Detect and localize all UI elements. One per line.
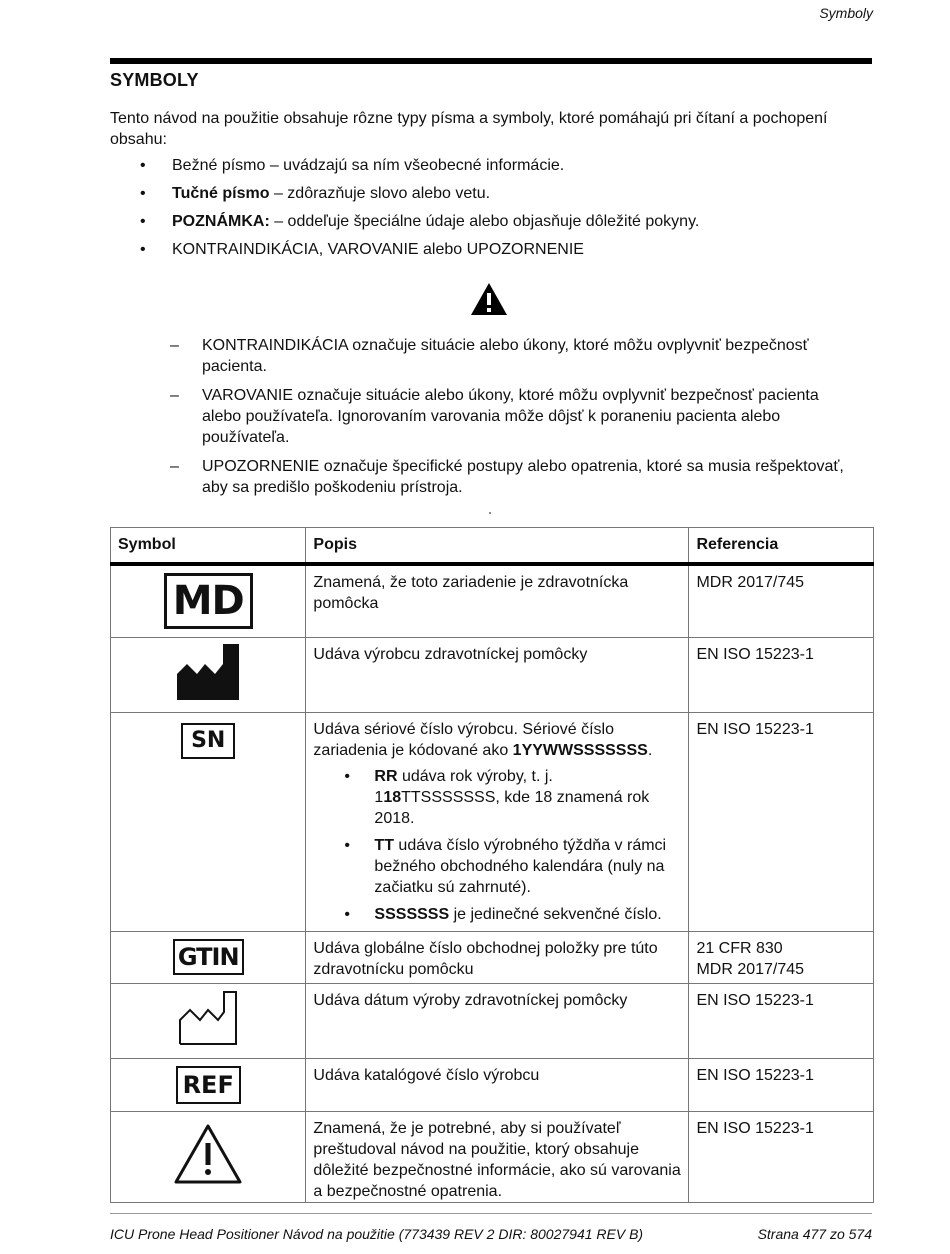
bullet-text: – zdôrazňuje slovo alebo vetu. <box>269 185 491 202</box>
caution-icon <box>173 1123 243 1185</box>
description-text: Udáva sériové číslo výrobcu. Sériové číslo zariadenia je kódované ako <box>313 720 614 759</box>
list-item <box>110 154 850 182</box>
page-title: SYMBOLY <box>110 70 199 90</box>
list-item <box>313 766 681 829</box>
reference-text: 21 CFR 830 <box>696 939 783 957</box>
list-item <box>313 904 681 925</box>
header-rule <box>110 58 872 64</box>
bullet-text: Bežné písmo – uvádzajú sa ním všeobecné informácie. <box>172 157 565 174</box>
bullet-list <box>110 154 850 266</box>
description-bold: 1YYWWSSSSSSS <box>512 741 648 759</box>
description-cell <box>306 712 689 931</box>
list-item: – KONTRAINDIKÁCIA označuje situácie alebo úkony, ktoré môžu ovplyvniť bezpečnosť pacienta. <box>170 335 860 377</box>
description-cell: Udáva katalógové číslo výrobcu <box>306 1058 689 1111</box>
description-cell: Znamená, že je potrebné, aby si používateľ preštudoval návod na použitie, ktorý obsahuje dôležité bezpečnostné informácie, ako sú varovania a bezpečnostné opatrenia. <box>306 1111 689 1202</box>
reference-cell <box>689 931 874 983</box>
sub-bold: RR <box>374 767 398 785</box>
md-icon: MD <box>164 573 253 629</box>
table-header-row <box>111 528 874 565</box>
symbol-cell <box>111 564 306 637</box>
warning-triangle-icon <box>470 282 508 316</box>
reference-text: MDR 2017/745 <box>696 960 805 978</box>
reference-cell: EN ISO 15223-1 <box>689 712 874 931</box>
sub-text: udáva číslo výrobného týždňa v rámci bežného obchodného kalendára (nuly na začiatku sú zahrnuté). <box>374 836 667 896</box>
intro-paragraph: Tento návod na použitie obsahuje rôzne typy písma a symboly, ktoré pomáhajú pri čítaní a pochopení obsahu: <box>110 110 828 148</box>
table-row <box>111 931 874 983</box>
sub-text: udáva rok výroby, t. j. 1 <box>374 767 553 806</box>
bullet-bold: POZNÁMKA: <box>172 213 270 230</box>
footer-document-title: ICU Prone Head Positioner Návod na použitie (773439 REV 2 DIR: 80027941 REV B) <box>110 1226 644 1242</box>
footer-rule <box>110 1213 872 1214</box>
sub-text: je jedinečné sekvenčné číslo. <box>449 905 662 923</box>
bullet-text: – oddeľuje špeciálne údaje alebo objasňuje dôležité pokyny. <box>269 213 700 230</box>
symbol-cell <box>111 637 306 712</box>
table-row <box>111 983 874 1058</box>
reference-cell: EN ISO 15223-1 <box>689 637 874 712</box>
column-header-reference: Referencia <box>689 528 874 565</box>
sub-bold: SSSSSSS <box>374 905 450 923</box>
sub-text: TTSSSSSSS, kde 18 znamená rok 2018. <box>374 788 650 827</box>
list-item <box>313 835 681 898</box>
bullet-bold: Tučné písmo <box>172 185 270 202</box>
reference-cell: MDR 2017/745 <box>689 564 874 637</box>
description-cell: Udáva výrobcu zdravotníckej pomôcky <box>306 637 689 712</box>
manufacturer-icon <box>177 644 239 700</box>
reference-cell: EN ISO 15223-1 <box>689 983 874 1058</box>
date-of-manufacture-icon <box>178 990 238 1046</box>
table-row <box>111 712 874 931</box>
dash-list <box>170 335 860 506</box>
symbol-table <box>110 527 874 1203</box>
footer-page-number: Strana 477 zo 574 <box>757 1226 872 1242</box>
description-cell: Znamená, že toto zariadenie je zdravotnícka pomôcka <box>306 564 689 637</box>
reference-cell: EN ISO 15223-1 <box>689 1058 874 1111</box>
sub-list <box>313 766 681 925</box>
table-row <box>111 637 874 712</box>
description-cell: Udáva globálne číslo obchodnej položky pre túto zdravotnícku pomôcku <box>306 931 689 983</box>
stray-dot <box>489 512 491 514</box>
table-row <box>111 564 874 637</box>
symbol-cell <box>111 1111 306 1202</box>
running-header: Symboly <box>819 5 873 21</box>
serial-number-icon: SN <box>181 723 235 759</box>
reference-cell: EN ISO 15223-1 <box>689 1111 874 1202</box>
table-row <box>111 1111 874 1202</box>
column-header-symbol: Symbol <box>111 528 306 565</box>
table-row <box>111 1058 874 1111</box>
bullet-text: KONTRAINDIKÁCIA, VAROVANIE alebo UPOZORNENIE <box>172 241 584 258</box>
sub-bold: TT <box>374 836 394 854</box>
list-item <box>110 210 850 238</box>
symbol-cell <box>111 931 306 983</box>
symbol-cell <box>111 1058 306 1111</box>
sub-bold: 18 <box>383 788 402 806</box>
list-item <box>110 238 850 266</box>
list-item: – UPOZORNENIE označuje špecifické postupy alebo opatrenia, ktoré sa musia rešpektovať, aby sa predišlo poškodeniu prístroja. <box>170 456 860 498</box>
symbol-cell <box>111 983 306 1058</box>
column-header-description: Popis <box>306 528 689 565</box>
description-text: . <box>647 741 653 759</box>
symbol-cell <box>111 712 306 931</box>
catalogue-number-icon: REF <box>176 1066 241 1104</box>
description-cell: Udáva dátum výroby zdravotníckej pomôcky <box>306 983 689 1058</box>
list-item: – VAROVANIE označuje situácie alebo úkony, ktoré môžu ovplyvniť bezpečnosť pacienta alebo používateľa. Ignorovaním varovania môže dôjsť k poraneniu pacienta alebo používateľa. <box>170 385 860 448</box>
gtin-icon: GTIN <box>173 939 244 975</box>
list-item <box>110 182 850 210</box>
